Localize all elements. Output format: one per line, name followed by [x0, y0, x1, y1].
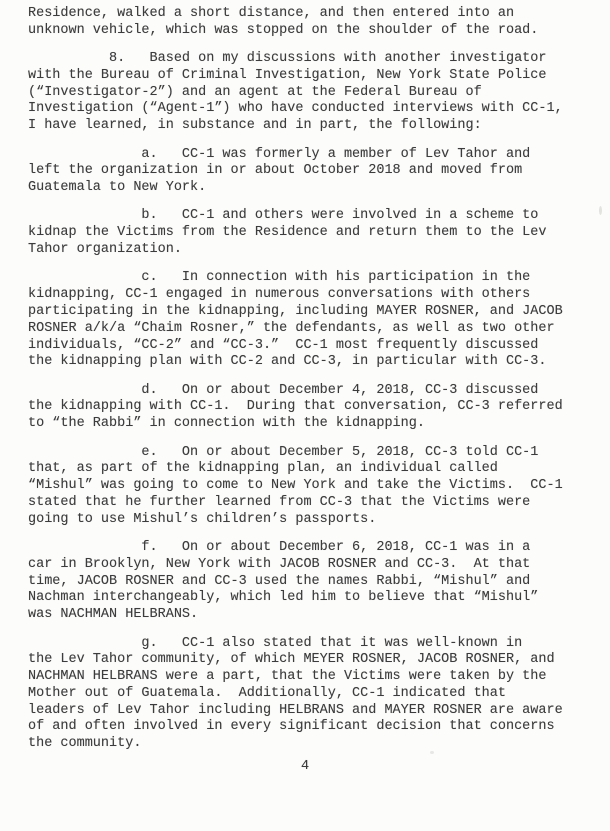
- subparagraph-b: [28, 208, 604, 258]
- text-line: kidnapping, CC-1 engaged in numerous conversations with others: [28, 287, 531, 303]
- text-line: NACHMAN HELBRANS were a part, that the Victims were taken by the: [28, 669, 547, 685]
- scan-artifact: [430, 751, 434, 754]
- text-line: the kidnapping plan with CC-2 and CC-3, in particular with CC-3.: [28, 354, 547, 370]
- text-line: d. On or about December 4, 2018, CC-3 discussed: [28, 382, 539, 398]
- text-line: Tahor organization.: [28, 242, 182, 258]
- text-line: was NACHMAN HELBRANS.: [28, 607, 199, 623]
- text-line: (“Investigator-2”) and an agent at the Federal Bureau of: [28, 84, 482, 100]
- text-line: Investigation (“Agent-1”) who have conducted interviews with CC-1,: [28, 101, 563, 117]
- text-line: a. CC-1 was formerly a member of Lev Tahor and: [28, 146, 531, 162]
- page-number: 4: [300, 759, 310, 774]
- text-line: 8. Based on my discussions with another investigator: [28, 51, 547, 67]
- text-line: Guatemala to New York.: [28, 180, 207, 196]
- text-line: ROSNER a/k/a “Chaim Rosner,” the defendants, as well as two other: [28, 320, 555, 336]
- text-line: left the organization in or about October 2018 and moved from: [28, 163, 523, 179]
- subparagraph-d: [28, 383, 604, 433]
- text-line: kidnap the Victims from the Residence and return them to the Lev: [28, 225, 547, 241]
- document-text: [28, 6, 604, 753]
- text-line: f. On or about December 6, 2018, CC-1 was in a: [28, 540, 531, 556]
- text-line: car in Brooklyn, New York with JACOB ROSNER and CC-3. At that: [28, 556, 531, 572]
- paragraph-8: [28, 51, 604, 135]
- text-line: I have learned, in substance and in part, the following:: [28, 118, 482, 134]
- text-line: b. CC-1 and others were involved in a scheme to: [28, 208, 539, 224]
- subparagraph-g: [28, 636, 604, 754]
- text-line: c. In connection with his participation in the: [28, 270, 531, 286]
- text-line: g. CC-1 also stated that it was well-known in: [28, 635, 523, 651]
- text-line: participating in the kidnapping, including MAYER ROSNER, and JACOB: [28, 303, 563, 319]
- text-line: going to use Mishul’s children’s passports.: [28, 511, 377, 527]
- text-line: unknown vehicle, which was stopped on the shoulder of the road.: [28, 22, 539, 38]
- text-line: individuals, “CC-2” and “CC-3.” CC-1 most frequently discussed: [28, 337, 539, 353]
- text-line: with the Bureau of Criminal Investigation, New York State Police: [28, 67, 547, 83]
- text-line: time, JACOB ROSNER and CC-3 used the names Rabbi, “Mishul” and: [28, 573, 531, 589]
- subparagraph-a: [28, 147, 604, 197]
- continuation-paragraph: [28, 6, 604, 40]
- subparagraph-c: [28, 270, 604, 371]
- subparagraph-f: [28, 540, 604, 624]
- text-line: Mother out of Guatemala. Additionally, CC-1 indicated that: [28, 685, 506, 701]
- text-line: e. On or about December 5, 2018, CC-3 told CC-1: [28, 444, 539, 460]
- text-line: Residence, walked a short distance, and then entered into an: [28, 6, 515, 21]
- text-line: the Lev Tahor community, of which MEYER ROSNER, JACOB ROSNER, and: [28, 652, 555, 668]
- subparagraph-e: [28, 445, 604, 529]
- text-line: stated that he further learned from CC-3 that the Victims were: [28, 494, 531, 510]
- text-line: that, as part of the kidnapping plan, an individual called: [28, 461, 498, 477]
- text-line: the kidnapping with CC-1. During that conversation, CC-3 referred: [28, 399, 563, 415]
- text-line: of and often involved in every significant decision that concerns: [28, 719, 555, 735]
- text-line: Nachman interchangeably, which led him to believe that “Mishul”: [28, 590, 539, 606]
- text-line: “Mishul” was going to come to New York and take the Victims. CC-1: [28, 478, 563, 494]
- text-line: the community.: [28, 736, 142, 752]
- scan-artifact: [599, 206, 602, 215]
- text-line: to “the Rabbi” in connection with the kidnapping.: [28, 416, 425, 432]
- text-line: leaders of Lev Tahor including HELBRANS and MAYER ROSNER are aware: [28, 702, 563, 718]
